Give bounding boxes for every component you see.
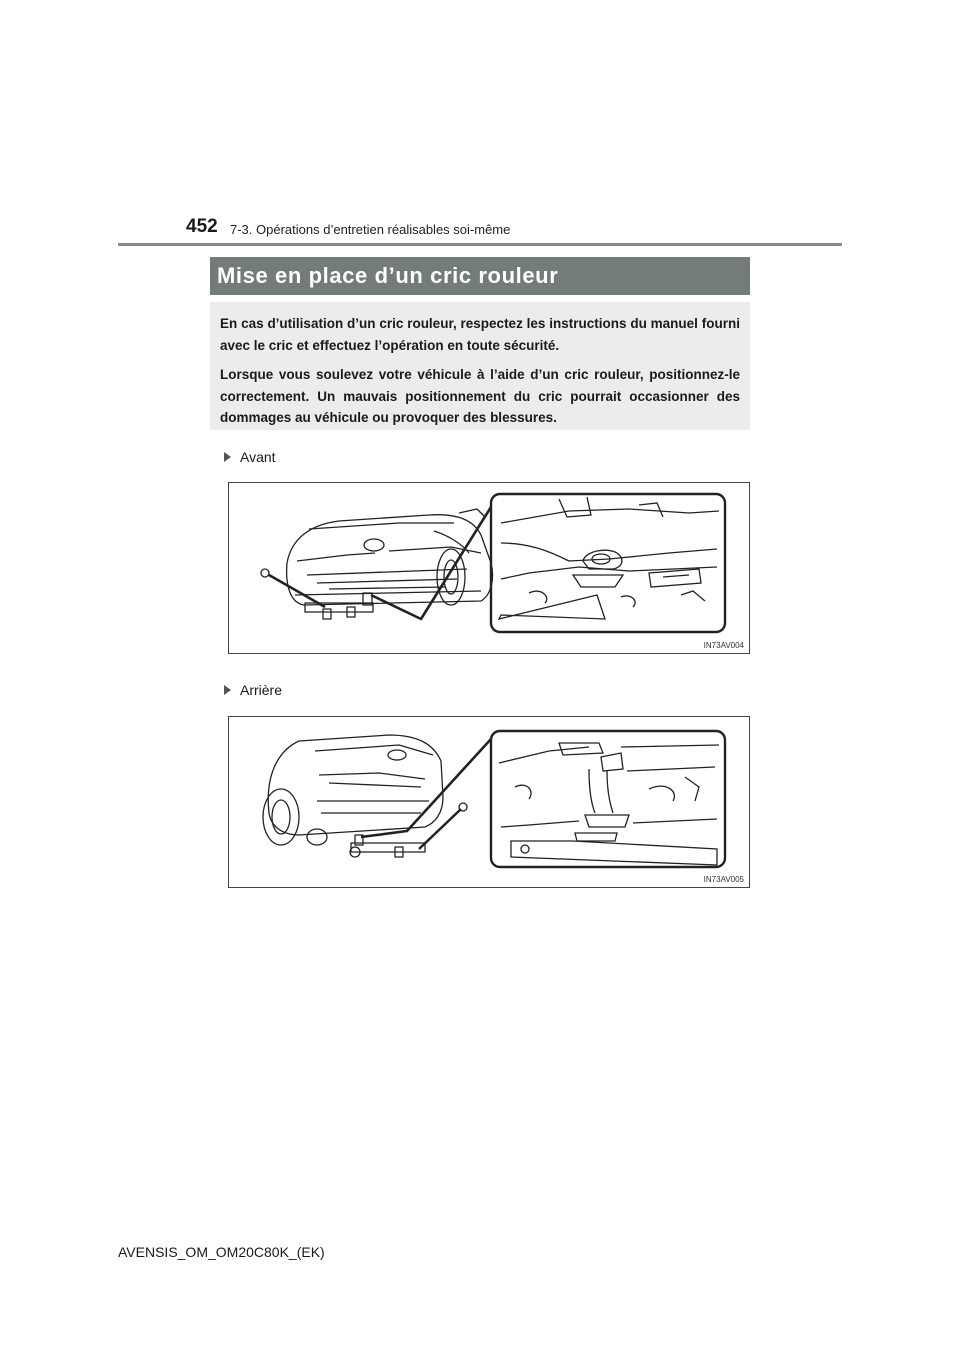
section-path: 7-3. Opérations d’entretien réalisables soi-même — [230, 222, 511, 237]
title-bar — [210, 257, 750, 295]
subhead-label: Arrière — [240, 682, 283, 698]
figure-code: IN73AV004 — [703, 641, 744, 650]
intro-box — [210, 302, 750, 430]
triangle-bullet-icon — [224, 685, 231, 695]
intro-paragraph: Lorsque vous soulevez votre véhicule à l’aide d’un cric rouleur, positionnez-le correctement. Un mauvais positionnement du cric pourrait occasionner des dommages au véhicule ou provoquer des blessures. — [220, 367, 740, 425]
triangle-bullet-icon — [224, 452, 231, 462]
subhead-arriere — [224, 682, 282, 698]
figure-code: IN73AV005 — [703, 875, 744, 884]
figure-front-jack — [228, 482, 750, 654]
figure-rear-jack — [228, 716, 750, 888]
page-number: 452 — [186, 216, 218, 237]
footer-doc-code: AVENSIS_OM_OM20C80K_(EK) — [118, 1244, 325, 1260]
rear-jack-illustration — [229, 717, 749, 887]
page-title: Mise en place d’un cric rouleur — [217, 263, 559, 288]
subhead-label: Avant — [240, 449, 276, 465]
front-jack-illustration — [229, 483, 749, 653]
intro-paragraph: En cas d’utilisation d’un cric rouleur, respectez les instructions du manuel fourni avec le cric et effectuez l’opération en toute sécurité. — [220, 316, 740, 353]
subhead-avant — [224, 449, 276, 465]
header-rule — [118, 243, 842, 246]
